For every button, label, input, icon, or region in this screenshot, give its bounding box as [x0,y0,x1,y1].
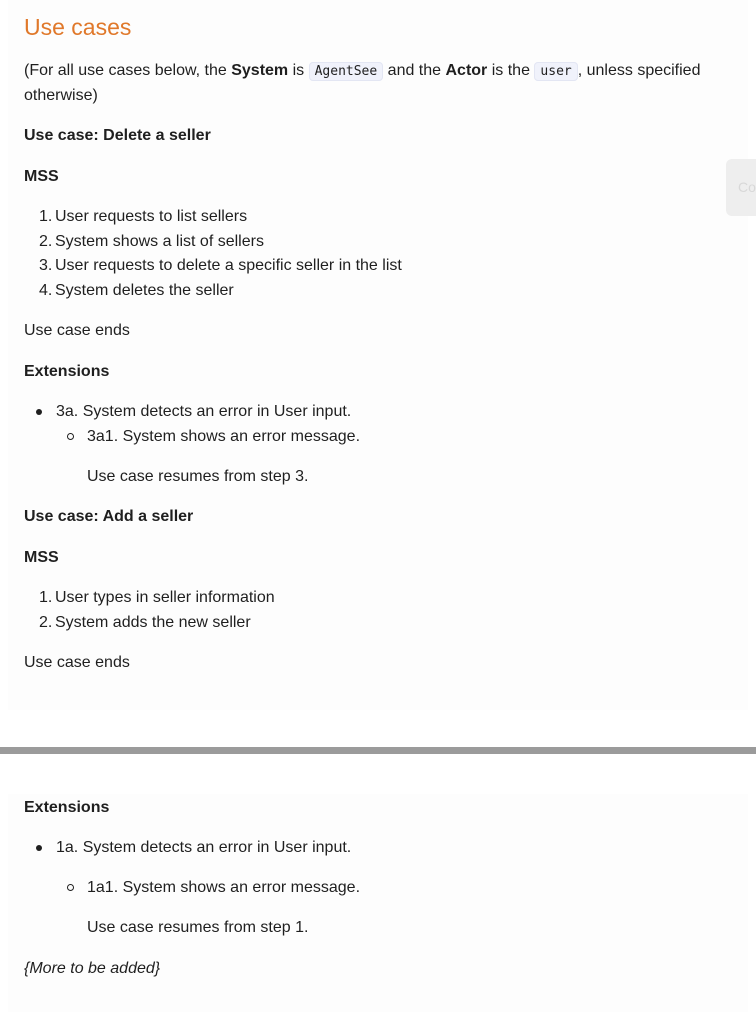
extensions-label [24,798,109,818]
mss-step-text: User requests to list sellers [55,208,248,225]
mss-step: 2. System adds the new seller [39,614,251,631]
mss-step: 3. User requests to delete a specific seller in the list [39,257,402,274]
intro-text: (For all use cases below, the [24,62,232,79]
usecase-title: Use case: Delete a seller [24,127,211,144]
mss-step-text: User types in seller information [55,589,275,606]
side-tab[interactable] [726,159,756,216]
actor-label: Actor [445,62,488,79]
intro-line2: otherwise) [24,87,98,104]
extensions-label [24,362,109,382]
usecase-ends: Use case ends [24,654,130,671]
intro-text: and the [383,62,446,79]
mss-step-text: System deletes the seller [55,282,234,299]
mss-step: 4. System deletes the seller [39,282,234,299]
extension-resume: Use case resumes from step 3. [87,468,309,485]
side-tab-label: Co [738,179,756,195]
intro-text: , unless specified [577,62,701,79]
mss-label [24,548,59,568]
extension-resume: Use case resumes from step 1. [87,919,309,936]
more-note [24,959,160,979]
usecase-heading [24,126,211,146]
mss-step: 1. User requests to list sellers [39,208,248,225]
extensions-text: Extensions [24,363,110,380]
extension-item: 3a. System detects an error in User input. [56,403,352,420]
extension-subitem: 1a1. System shows an error message. [87,879,361,896]
usecase-title: Use case: Add a seller [24,508,194,525]
mss-step-text: User requests to delete a specific seller in the list [55,257,402,274]
mss-step: 2. System shows a list of sellers [39,233,264,250]
usecase-ends: Use case ends [24,322,130,339]
extension-item: 1a. System detects an error in User input. [56,839,352,856]
intro-text: is [288,62,309,79]
mss-text: MSS [24,168,59,185]
system-label: System [231,62,289,79]
mss-step-text: System adds the new seller [55,614,251,631]
actor-code: user [534,62,577,81]
page-divider [0,747,756,754]
mss-step-text: System shows a list of sellers [55,233,264,250]
content-panel-bottom [8,794,748,1012]
section-heading [24,13,131,41]
extensions-text: Extensions [24,799,110,816]
intro-paragraph [24,61,700,82]
usecase-heading [24,507,193,527]
system-code: AgentSee [309,62,384,81]
page-title: Use cases [24,14,132,40]
extension-subitem: 3a1. System shows an error message. [87,428,361,445]
intro-text: is the [487,62,535,79]
mss-step: 1. User types in seller information [39,589,275,606]
more-note-text: {More to be added} [24,960,161,977]
mss-label [24,167,59,187]
mss-text: MSS [24,549,59,566]
